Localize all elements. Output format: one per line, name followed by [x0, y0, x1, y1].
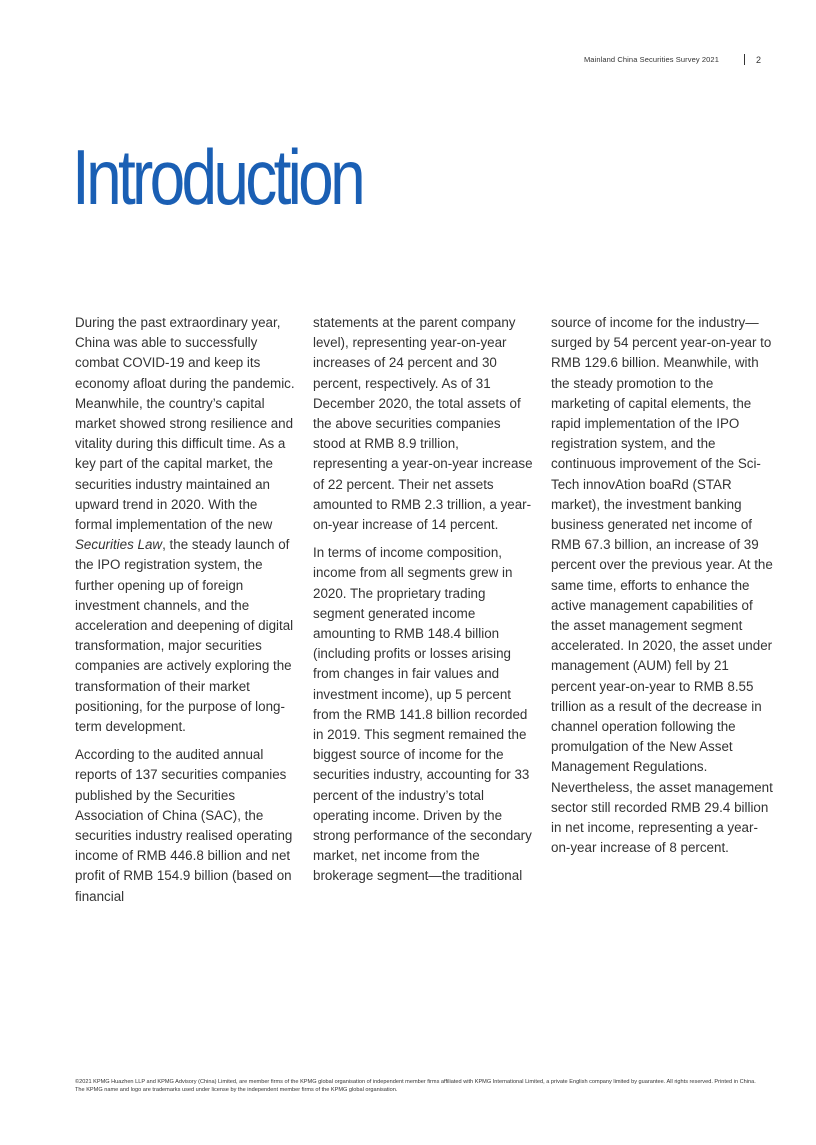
running-header [584, 54, 761, 65]
paragraph: statements at the parent company level), representing year-on-year increases of 24 percent and 30 percent, respectively. As of 31 December 2020, the total assets of the above securities companies stood at RMB 8.9 trillion, representing a year-on-year increase of 22 percent. Their net assets amounted to RMB 2.3 trillion, a year-on-year increase of 14 percent. [313, 315, 533, 533]
text-column-2 [313, 313, 535, 895]
text-column-1 [75, 313, 297, 915]
header-divider [744, 54, 745, 65]
paragraph: In terms of income composition, income from all segments grew in 2020. The proprietary trading segment generated income amounting to RMB 148.4 billion (including profits or losses arising from changes in fair values and investment income), up 5 percent from the RMB 141.8 billion recorded in 2019. This segment remained the biggest source of income for the securities industry, accounting for 33 percent of the industry’s total operating income. Driven by the strong performance of the secondary market, net income from the brokerage segment—the traditional [313, 545, 532, 884]
copyright-footer: ©2021 KPMG Huazhen LLP and KPMG Advisory (China) Limited, are member firms of the KPMG global organisation of independent member firms affiliated with KPMG International Limited, a private English company limited by guarantee. All rights reserved. Printed in China. The KPMG name and logo are trademarks used under license by the independent member firms of the KPMG global organisation. [75, 1079, 756, 1093]
page-title: Introduction [72, 133, 362, 221]
page-number: 2 [755, 54, 761, 65]
paragraph: source of income for the industry—surged by 54 percent year-on-year to RMB 129.6 billion. Meanwhile, with the steady promotion to the marketing of capital elements, the rapid implementation of the IPO registration system, and the continuous improvement of the Sci-Tech innovAtion boaRd (STAR market), the investment banking business generated net income of RMB 67.3 billion, an increase of 39 percent over the previous year. At the same time, efforts to enhance the active management capabilities of the asset management segment accelerated. In 2020, the asset under management (AUM) fell by 21 percent year-on-year to RMB 8.55 trillion as a result of the decrease in channel operation following the promulgation of the New Asset Management Regulations. Nevertheless, the asset management sector still recorded RMB 29.4 billion in net income, representing a year-on-year increase of 8 percent. [551, 315, 773, 856]
paragraph: According to the audited annual reports of 137 securities companies published by the Securities Association of China (SAC), the securities industry realised operating income of RMB 446.8 billion and net profit of RMB 154.9 billion (based on financial [75, 747, 293, 904]
publication-title: Mainland China Securities Survey 2021 [583, 55, 719, 64]
paragraph: During the past extraordinary year, China was able to successfully combat COVID-19 and keep its economy afloat during the pandemic. Meanwhile, the country’s capital market showed strong resilience and vitality during this difficult time. As a key part of the capital market, the securities industry maintained an upward trend in 2020. With the formal implementation of the new Securities Law, the steady launch of the IPO registration system, the further opening up of foreign investment channels, and the acceleration and deepening of digital transformation, major securities companies are actively exploring the transformation of their market positioning, for the purpose of long-term development. [75, 315, 295, 735]
text-column-3 [551, 313, 773, 866]
italic-term: Securities Law [75, 537, 163, 553]
